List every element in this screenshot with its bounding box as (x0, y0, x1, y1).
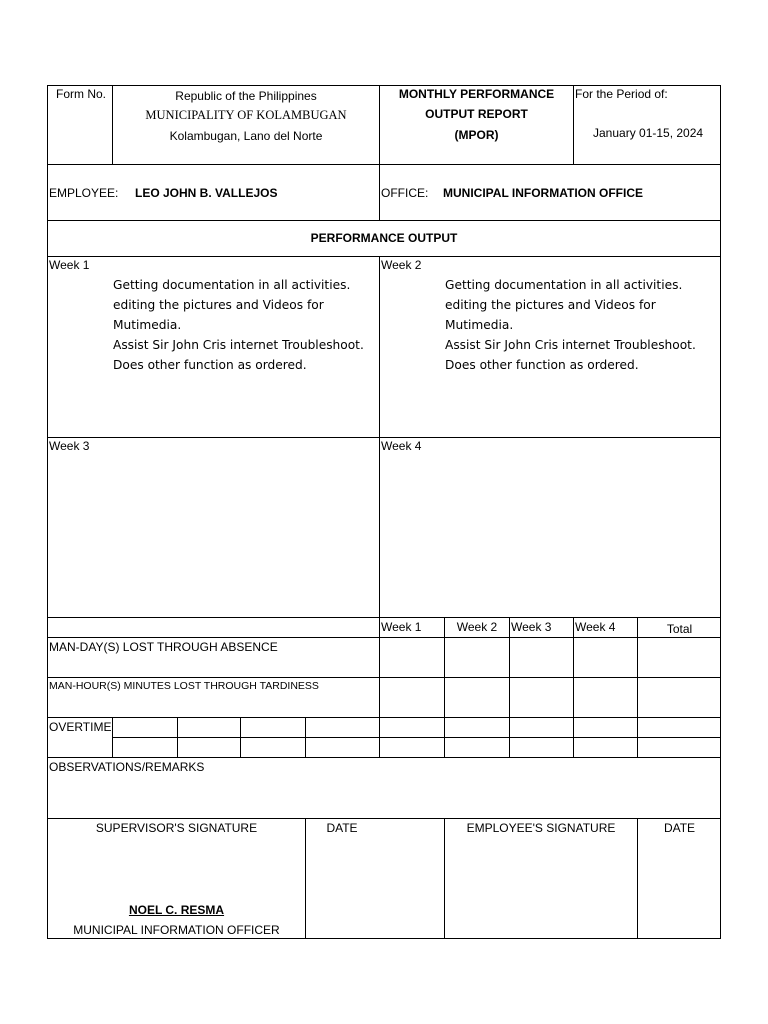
week2-line: Mutimedia. (445, 318, 514, 332)
week1-line: editing the pictures and Videos for (113, 298, 324, 312)
mpor-form (47, 85, 721, 939)
row-divider (47, 164, 721, 165)
week1-line: Getting documentation in all activities. (113, 278, 351, 292)
week1-line: Does other function as ordered. (113, 358, 307, 372)
col-divider (379, 617, 380, 757)
performance-heading: PERFORMANCE OUTPUT (310, 231, 458, 245)
office-name: MUNICIPAL INFORMATION OFFICE (443, 186, 643, 200)
employee-label: EMPLOYEE: (49, 186, 119, 200)
overtime-label: OVERTIME (49, 720, 112, 734)
absence-label: MAN-DAY(S) LOST THROUGH ABSENCE (49, 640, 278, 654)
employee-signature-label: EMPLOYEE'S SIGNATURE (466, 821, 616, 835)
row-divider (47, 757, 721, 758)
col-header-week4: Week 4 (575, 620, 616, 634)
week1-label: Week 1 (49, 258, 90, 272)
col-divider (573, 85, 574, 164)
col-header-week3: Week 3 (511, 620, 552, 634)
col-divider (509, 617, 510, 757)
row-divider (112, 737, 721, 738)
col-divider (379, 85, 380, 220)
municipality-address: Kolambugan, Lano del Norte (169, 129, 323, 143)
tardiness-label: MAN-HOUR(S) MINUTES LOST THROUGH TARDINESS (49, 680, 319, 692)
week1-line: Assist Sir John Cris internet Troubleshoot. (113, 338, 364, 352)
date-label: DATE (663, 821, 696, 835)
form-no-label: Form No. (56, 87, 107, 101)
supervisor-title: MUNICIPAL INFORMATION OFFICER (73, 923, 280, 937)
row-divider (47, 220, 721, 221)
date-label: DATE (326, 821, 358, 835)
col-header-total: Total (666, 622, 693, 636)
col-header-week1: Week 1 (381, 620, 422, 634)
col-divider (637, 617, 638, 757)
row-divider (47, 256, 721, 257)
week2-line: Does other function as ordered. (445, 358, 639, 372)
week2-output (445, 275, 696, 375)
row-divider (47, 437, 721, 438)
remarks-label: OBSERVATIONS/REMARKS (49, 760, 205, 774)
office-label: OFFICE: (381, 186, 429, 200)
col-divider (379, 256, 380, 617)
supervisor-signature-label: SUPERVISOR'S SIGNATURE (95, 821, 258, 835)
period-value: January 01-15, 2024 (593, 126, 704, 140)
week2-line: editing the pictures and Videos for (445, 298, 656, 312)
col-divider (305, 717, 306, 757)
report-title: MONTHLY PERFORMANCE (398, 87, 555, 101)
col-divider (112, 717, 113, 757)
week1-output (113, 275, 364, 375)
employee-name: LEO JOHN B. VALLEJOS (135, 186, 278, 200)
week3-label: Week 3 (49, 439, 90, 453)
republic-label: Republic of the Philippines (175, 89, 317, 103)
week4-label: Week 4 (381, 439, 422, 453)
week2-line: Assist Sir John Cris internet Troubleshoot. (445, 338, 696, 352)
row-divider (47, 677, 721, 678)
row-divider (47, 637, 721, 638)
week2-label: Week 2 (381, 258, 422, 272)
period-label: For the Period of: (575, 87, 668, 101)
week1-line: Mutimedia. (113, 318, 182, 332)
col-divider (240, 717, 241, 757)
col-divider (177, 717, 178, 757)
report-title: OUTPUT REPORT (425, 107, 528, 121)
row-divider (47, 617, 721, 618)
col-divider (305, 818, 306, 939)
col-header-week2: Week 2 (456, 620, 498, 634)
col-divider (637, 818, 638, 939)
row-divider (47, 818, 721, 819)
municipality-name: MUNICIPALITY OF KOLAMBUGAN (145, 108, 347, 122)
report-title: (MPOR) (454, 128, 499, 142)
row-divider (47, 717, 721, 718)
col-divider (573, 617, 574, 757)
col-divider (444, 818, 445, 939)
col-divider (444, 617, 445, 757)
week2-line: Getting documentation in all activities. (445, 278, 683, 292)
supervisor-name: NOEL C. RESMA (128, 903, 225, 917)
